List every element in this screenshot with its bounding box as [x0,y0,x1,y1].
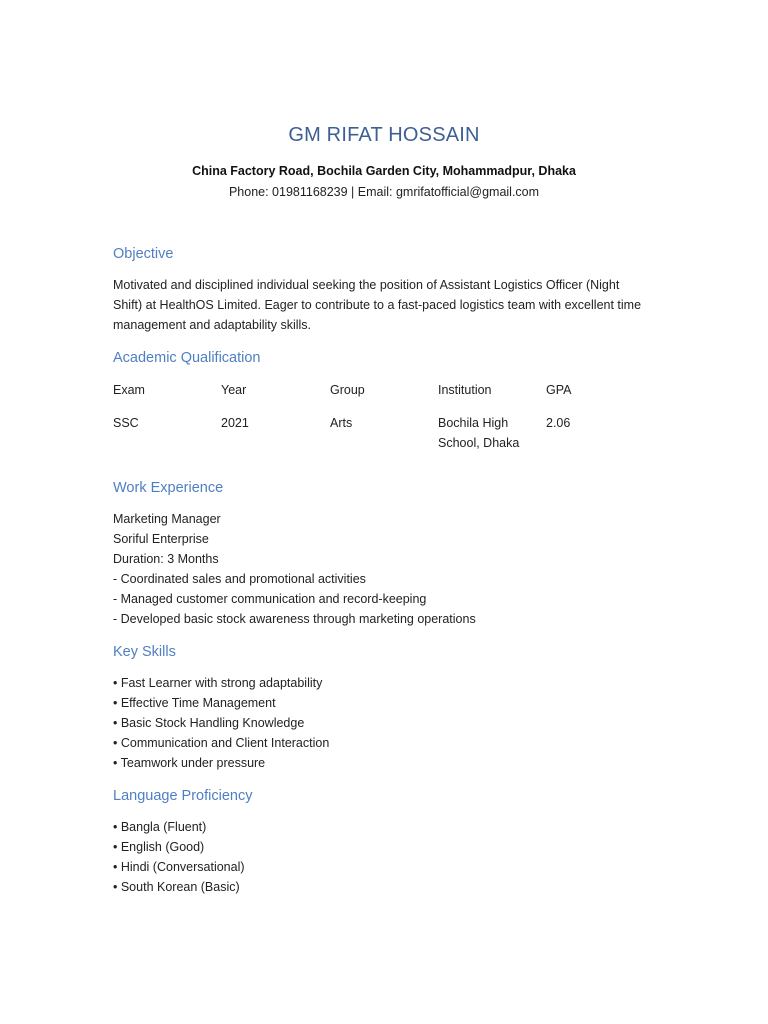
table-header-exam: Exam [113,383,145,397]
table-header-institution: Institution [438,383,492,397]
table-cell-group: Arts [330,416,353,430]
language-item: • Hindi (Conversational) [113,860,245,874]
objective-line: Shift) at HealthOS Limited. Eager to contribute to a fast-paced logistics team with excellent time [113,298,642,312]
languages-heading: Language Proficiency [113,788,253,804]
institution-line: School, Dhaka [438,436,520,450]
language-item: • South Korean (Basic) [113,880,240,894]
work-line: - Coordinated sales and promotional activities [113,572,366,586]
skills-list [113,673,329,773]
candidate-contact: Phone: 01981168239 | Email: gmrifatofficial@gmail.com [228,185,540,199]
table-header-year: Year [221,383,247,397]
work-line: - Developed basic stock awareness through marketing operations [113,612,476,626]
languages-list [113,817,245,897]
objective-text [113,275,653,335]
skill-item: • Effective Time Management [113,696,276,710]
table-cell-exam: SSC [113,416,139,430]
table-cell-year: 2021 [221,416,249,430]
skill-item: • Communication and Client Interaction [113,736,330,750]
candidate-address: China Factory Road, Bochila Garden City, Mohammadpur, Dhaka [192,164,576,178]
table-cell-gpa: 2.06 [546,416,571,430]
table-cell-institution [438,413,519,453]
table-header-group: Group [330,383,365,397]
skill-item: • Teamwork under pressure [113,756,266,770]
language-item: • English (Good) [113,840,205,854]
work-line: Marketing Manager [113,512,221,526]
objective-line: Motivated and disciplined individual seeking the position of Assistant Logistics Officer (Night [113,278,620,292]
academic-heading: Academic Qualification [113,350,261,366]
language-item: • Bangla (Fluent) [113,820,207,834]
objective-line: management and adaptability skills. [113,318,312,332]
work-heading: Work Experience [113,480,224,496]
work-details [113,509,476,629]
work-line: - Managed customer communication and record-keeping [113,592,427,606]
skill-item: • Basic Stock Handling Knowledge [113,716,305,730]
skills-heading: Key Skills [113,644,176,660]
skill-item: • Fast Learner with strong adaptability [113,676,323,690]
table-header-gpa: GPA [546,383,572,397]
work-line: Soriful Enterprise [113,532,209,546]
objective-heading: Objective [113,246,174,262]
institution-line: Bochila High [438,416,509,430]
candidate-name: GM RIFAT HOSSAIN [288,124,480,146]
work-line: Duration: 3 Months [113,552,219,566]
